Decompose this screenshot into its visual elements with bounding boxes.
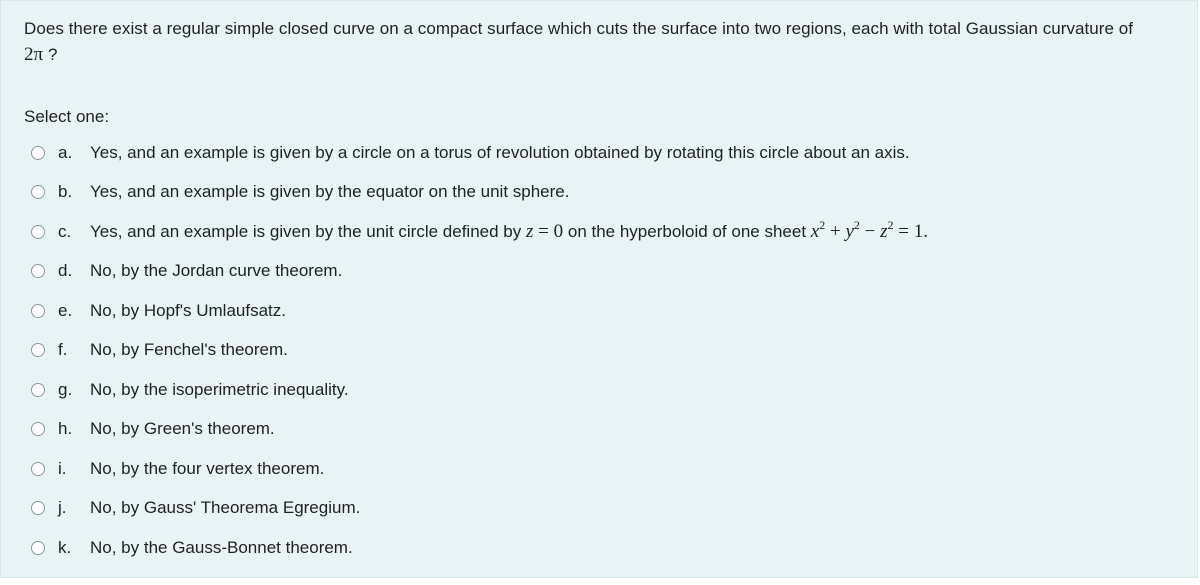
answer-text: No, by Fenchel's theorem. bbox=[90, 340, 288, 360]
math-hyperboloid-equation: $x^2 + y^2 - z^2 = 1$. bbox=[810, 217, 928, 242]
answer-option-d[interactable] bbox=[29, 252, 1179, 292]
radio-button-k[interactable] bbox=[31, 541, 45, 555]
answer-option-e[interactable] bbox=[29, 291, 1179, 331]
question-mark: ? bbox=[43, 45, 58, 64]
answer-text: No, by the isoperimetric inequality. bbox=[90, 379, 349, 399]
answer-option-k[interactable] bbox=[29, 528, 1179, 568]
answer-option-i[interactable] bbox=[29, 449, 1179, 489]
answer-text: No, by Green's theorem. bbox=[90, 419, 275, 439]
answer-letter: b. bbox=[58, 182, 73, 202]
answer-text: No, by the four vertex theorem. bbox=[90, 458, 325, 478]
answer-letter: f. bbox=[58, 340, 68, 360]
answer-letter: j. bbox=[58, 498, 67, 518]
answer-text bbox=[90, 217, 928, 243]
radio-button-c[interactable] bbox=[31, 225, 45, 239]
radio-button-d[interactable] bbox=[31, 264, 45, 278]
radio-button-g[interactable] bbox=[31, 383, 45, 397]
answer-letter: i. bbox=[58, 458, 67, 478]
math-z-equals-zero: z = 0 bbox=[526, 220, 564, 242]
answer-text: No, by the Gauss-Bonnet theorem. bbox=[90, 537, 353, 557]
answer-list bbox=[29, 133, 1179, 568]
radio-button-a[interactable] bbox=[31, 146, 45, 160]
answer-text: Yes, and an example is given by the equator on the unit sphere. bbox=[90, 182, 570, 202]
radio-button-j[interactable] bbox=[31, 501, 45, 515]
answer-letter: c. bbox=[58, 221, 72, 241]
radio-button-h[interactable] bbox=[31, 422, 45, 436]
question-math-two-pi: 2π bbox=[24, 44, 44, 65]
answer-option-j[interactable] bbox=[29, 489, 1179, 529]
answer-option-h[interactable] bbox=[29, 410, 1179, 450]
question-body: Does there exist a regular simple closed curve on a compact surface which cuts the surface into two regions, each with total Gaussian curvature of bbox=[24, 19, 1134, 38]
answer-text: Yes, and an example is given by a circle on a torus of revolution obtained by rotating this circle about an axis. bbox=[90, 142, 910, 162]
answer-letter: a. bbox=[58, 142, 73, 162]
answer-option-c[interactable] bbox=[29, 212, 1179, 252]
radio-button-b[interactable] bbox=[31, 185, 45, 199]
answer-text: No, by Gauss' Theorema Egregium. bbox=[90, 498, 361, 518]
question-text bbox=[24, 16, 1184, 68]
answer-letter: e. bbox=[58, 300, 73, 320]
radio-button-f[interactable] bbox=[31, 343, 45, 357]
answer-text: No, by the Jordan curve theorem. bbox=[90, 261, 343, 281]
answer-option-b[interactable] bbox=[29, 173, 1179, 213]
answer-letter: d. bbox=[58, 261, 73, 281]
answer-letter: h. bbox=[58, 419, 73, 439]
answer-option-g[interactable] bbox=[29, 370, 1179, 410]
radio-button-i[interactable] bbox=[31, 462, 45, 476]
answer-letter: k. bbox=[58, 537, 72, 557]
answer-text-before: Yes, and an example is given by the unit circle defined by bbox=[90, 221, 522, 241]
answer-text: No, by Hopf's Umlaufsatz. bbox=[90, 300, 286, 320]
answer-option-a[interactable] bbox=[29, 133, 1179, 173]
radio-button-e[interactable] bbox=[31, 304, 45, 318]
select-one-prompt: Select one: bbox=[24, 107, 110, 126]
answer-option-f[interactable] bbox=[29, 331, 1179, 371]
answer-letter: g. bbox=[58, 379, 73, 399]
answer-text-middle: on the hyperboloid of one sheet bbox=[567, 221, 807, 241]
